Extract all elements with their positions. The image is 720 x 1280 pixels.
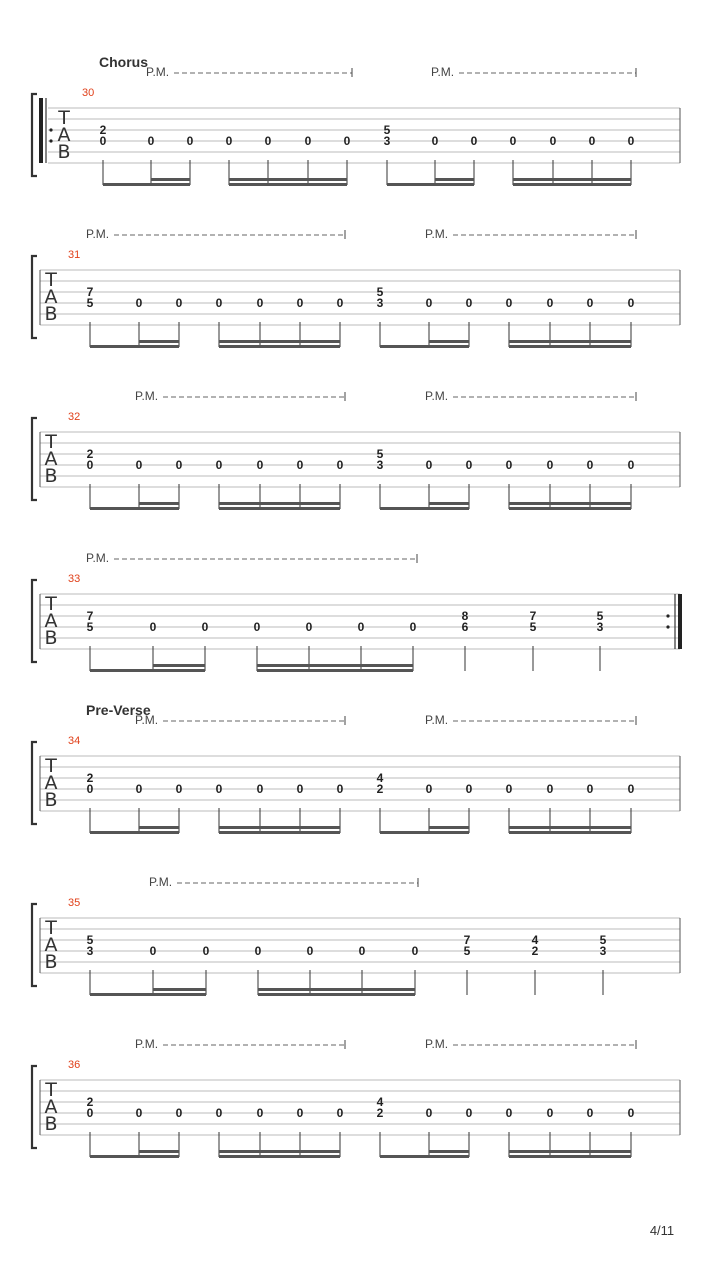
repeat-dot	[49, 139, 52, 142]
page-number: 4/11	[649, 1223, 675, 1238]
beam	[257, 669, 413, 672]
beam-secondary	[219, 1150, 340, 1153]
fret-number: 0	[505, 458, 513, 472]
fret-number: 0	[336, 782, 344, 796]
fret-number: 3	[596, 620, 604, 634]
fret-number: 0	[215, 782, 223, 796]
beam	[90, 831, 179, 834]
beam-secondary	[219, 502, 340, 505]
fret-number: 0	[296, 782, 304, 796]
fret-number: 0	[627, 296, 635, 310]
tab-clef-letter: A	[44, 610, 58, 632]
fret-number: 0	[99, 134, 107, 148]
beam-secondary	[139, 826, 179, 829]
fret-number: 0	[546, 1106, 554, 1120]
beam	[219, 507, 340, 510]
palm-mute-label: P.M.	[425, 227, 449, 241]
beam	[513, 183, 631, 186]
tab-clef-letter: B	[57, 141, 71, 163]
tab-system-30	[32, 54, 680, 186]
fret-number: 0	[306, 944, 314, 958]
tab-clef-letter: T	[45, 269, 57, 291]
repeat-dot	[49, 128, 52, 131]
fret-number: 0	[202, 944, 210, 958]
fret-number: 2	[86, 447, 94, 461]
palm-mute-label: P.M.	[86, 551, 110, 565]
fret-number: 0	[175, 458, 183, 472]
beam	[229, 183, 347, 186]
fret-number: 0	[336, 296, 344, 310]
system-bracket	[32, 256, 37, 338]
beam	[387, 183, 474, 186]
system-bracket	[32, 418, 37, 500]
fret-number: 0	[465, 296, 473, 310]
fret-number: 2	[99, 123, 107, 137]
fret-number: 0	[425, 458, 433, 472]
fret-number: 0	[409, 620, 417, 634]
beam-secondary	[229, 178, 347, 181]
fret-number: 0	[149, 944, 157, 958]
fret-number: 0	[358, 944, 366, 958]
beam	[509, 1155, 631, 1158]
fret-number: 7	[463, 933, 471, 947]
tab-clef-letter: T	[45, 431, 57, 453]
tab-clef-letter: A	[44, 1096, 58, 1118]
beam-secondary	[257, 664, 413, 667]
beam-secondary	[139, 340, 179, 343]
beam	[509, 831, 631, 834]
fret-number: 0	[627, 134, 635, 148]
fret-number: 0	[86, 782, 94, 796]
system-bracket	[32, 1066, 37, 1148]
fret-number: 0	[546, 458, 554, 472]
beam-secondary	[219, 340, 340, 343]
beam-secondary	[219, 826, 340, 829]
beam-secondary	[153, 988, 206, 991]
fret-number: 3	[599, 944, 607, 958]
beam	[219, 345, 340, 348]
fret-number: 0	[425, 782, 433, 796]
fret-number: 4	[376, 1095, 384, 1109]
beam	[509, 507, 631, 510]
fret-number: 0	[253, 620, 261, 634]
fret-number: 0	[86, 1106, 94, 1120]
fret-number: 0	[505, 296, 513, 310]
beam-secondary	[429, 340, 469, 343]
beam	[380, 345, 469, 348]
beam	[90, 345, 179, 348]
tab-clef-letter: T	[58, 107, 70, 129]
fret-number: 0	[336, 1106, 344, 1120]
beam-secondary	[435, 178, 474, 181]
beam-secondary	[509, 502, 631, 505]
tab-system-36	[32, 1037, 680, 1158]
fret-number: 0	[425, 1106, 433, 1120]
fret-number: 0	[465, 1106, 473, 1120]
measure-number: 31	[68, 249, 81, 261]
fret-number: 0	[256, 296, 264, 310]
measure-number: 30	[82, 87, 95, 99]
measure-number: 36	[68, 1059, 81, 1071]
repeat-start-thick-bar	[39, 98, 43, 163]
beam	[90, 993, 206, 996]
fret-number: 0	[431, 134, 439, 148]
fret-number: 5	[376, 447, 384, 461]
fret-number: 0	[135, 458, 143, 472]
beam-secondary	[139, 1150, 179, 1153]
fret-number: 0	[586, 1106, 594, 1120]
palm-mute-label: P.M.	[86, 227, 110, 241]
tab-clef-letter: A	[44, 772, 58, 794]
palm-mute-label: P.M.	[425, 713, 449, 727]
beam-secondary	[429, 502, 469, 505]
beam-secondary	[509, 826, 631, 829]
fret-number: 0	[215, 296, 223, 310]
fret-number: 0	[225, 134, 233, 148]
section-label: Chorus	[99, 54, 148, 70]
beam	[90, 507, 179, 510]
beam-secondary	[153, 664, 205, 667]
tab-clef-letter: A	[44, 934, 58, 956]
system-bracket	[32, 580, 37, 662]
fret-number: 2	[86, 771, 94, 785]
fret-number: 2	[376, 782, 384, 796]
beam	[380, 1155, 469, 1158]
fret-number: 0	[411, 944, 419, 958]
tab-clef-letter: B	[44, 303, 58, 325]
tab-clef-letter: B	[44, 789, 58, 811]
fret-number: 0	[254, 944, 262, 958]
tab-clef-letter: A	[57, 124, 71, 146]
beam	[380, 831, 469, 834]
fret-number: 0	[470, 134, 478, 148]
fret-number: 3	[376, 458, 384, 472]
beam-secondary	[429, 1150, 469, 1153]
repeat-dot	[666, 625, 669, 628]
measure-number: 32	[68, 411, 81, 423]
fret-number: 0	[586, 782, 594, 796]
fret-number: 0	[505, 782, 513, 796]
repeat-end-thick-bar	[678, 594, 682, 649]
palm-mute-label: P.M.	[425, 1037, 449, 1051]
fret-number: 5	[596, 609, 604, 623]
fret-number: 0	[135, 782, 143, 796]
fret-number: 0	[175, 296, 183, 310]
repeat-dot	[666, 614, 669, 617]
tab-clef-letter: T	[45, 1079, 57, 1101]
fret-number: 0	[505, 1106, 513, 1120]
fret-number: 0	[147, 134, 155, 148]
fret-number: 0	[546, 296, 554, 310]
fret-number: 0	[256, 782, 264, 796]
fret-number: 0	[186, 134, 194, 148]
palm-mute-label: P.M.	[431, 65, 455, 79]
tab-clef-letter: B	[44, 627, 58, 649]
palm-mute-label: P.M.	[135, 713, 159, 727]
fret-number: 0	[357, 620, 365, 634]
tab-system-32	[32, 389, 680, 510]
fret-number: 0	[465, 458, 473, 472]
fret-number: 0	[509, 134, 517, 148]
fret-number: 4	[376, 771, 384, 785]
fret-number: 2	[376, 1106, 384, 1120]
fret-number: 0	[304, 134, 312, 148]
fret-number: 0	[546, 782, 554, 796]
fret-number: 0	[586, 458, 594, 472]
fret-number: 0	[627, 1106, 635, 1120]
tab-system-33	[32, 551, 682, 672]
beam	[509, 345, 631, 348]
fret-number: 0	[256, 1106, 264, 1120]
beam	[103, 183, 190, 186]
fret-number: 0	[343, 134, 351, 148]
fret-number: 6	[461, 620, 469, 634]
fret-number: 0	[215, 458, 223, 472]
tab-clef-letter: T	[45, 917, 57, 939]
fret-number: 2	[86, 1095, 94, 1109]
fret-number: 0	[627, 782, 635, 796]
tab-clef-letter: B	[44, 951, 58, 973]
tab-system-35	[32, 875, 680, 996]
tab-clef-letter: T	[45, 755, 57, 777]
fret-number: 7	[86, 285, 94, 299]
palm-mute-label: P.M.	[146, 65, 170, 79]
fret-number: 0	[425, 296, 433, 310]
tab-clef-letter: B	[44, 1113, 58, 1135]
measure-number: 34	[68, 735, 81, 747]
beam-secondary	[151, 178, 190, 181]
fret-number: 5	[376, 285, 384, 299]
tab-systems	[32, 54, 682, 1158]
fret-number: 0	[86, 458, 94, 472]
fret-number: 0	[549, 134, 557, 148]
fret-number: 5	[529, 620, 537, 634]
beam	[219, 831, 340, 834]
measure-number: 33	[68, 573, 81, 585]
fret-number: 0	[296, 296, 304, 310]
fret-number: 0	[586, 296, 594, 310]
beam-secondary	[509, 340, 631, 343]
fret-number: 8	[461, 609, 469, 623]
system-bracket	[32, 94, 37, 176]
fret-number: 0	[296, 1106, 304, 1120]
fret-number: 5	[383, 123, 391, 137]
fret-number: 5	[86, 620, 94, 634]
beam	[258, 993, 415, 996]
system-bracket	[32, 742, 37, 824]
section-label: Pre-Verse	[86, 702, 151, 718]
beam-secondary	[139, 502, 179, 505]
fret-number: 0	[256, 458, 264, 472]
beam-secondary	[429, 826, 469, 829]
fret-number: 0	[305, 620, 313, 634]
fret-number: 0	[201, 620, 209, 634]
beam	[90, 669, 205, 672]
beam-secondary	[509, 1150, 631, 1153]
fret-number: 0	[135, 1106, 143, 1120]
tab-system-31	[32, 227, 680, 348]
fret-number: 0	[175, 1106, 183, 1120]
system-bracket	[32, 904, 37, 986]
tab-clef-letter: A	[44, 286, 58, 308]
fret-number: 0	[135, 296, 143, 310]
fret-number: 0	[588, 134, 596, 148]
fret-number: 5	[463, 944, 471, 958]
fret-number: 0	[296, 458, 304, 472]
fret-number: 5	[599, 933, 607, 947]
fret-number: 4	[531, 933, 539, 947]
tab-clef-letter: B	[44, 465, 58, 487]
tab-system-34	[32, 702, 680, 834]
palm-mute-label: P.M.	[149, 875, 173, 889]
measure-number: 35	[68, 897, 81, 909]
fret-number: 5	[86, 933, 94, 947]
fret-number: 0	[175, 782, 183, 796]
palm-mute-label: P.M.	[135, 389, 159, 403]
fret-number: 0	[465, 782, 473, 796]
fret-number: 7	[86, 609, 94, 623]
beam-secondary	[258, 988, 415, 991]
beam	[380, 507, 469, 510]
fret-number: 0	[336, 458, 344, 472]
fret-number: 0	[149, 620, 157, 634]
beam	[90, 1155, 179, 1158]
fret-number: 3	[383, 134, 391, 148]
palm-mute-label: P.M.	[425, 389, 449, 403]
fret-number: 3	[376, 296, 384, 310]
fret-number: 2	[531, 944, 539, 958]
fret-number: 7	[529, 609, 537, 623]
tab-clef-letter: T	[45, 593, 57, 615]
beam-secondary	[513, 178, 631, 181]
fret-number: 0	[264, 134, 272, 148]
fret-number: 0	[215, 1106, 223, 1120]
fret-number: 5	[86, 296, 94, 310]
fret-number: 0	[627, 458, 635, 472]
beam	[219, 1155, 340, 1158]
fret-number: 3	[86, 944, 94, 958]
palm-mute-label: P.M.	[135, 1037, 159, 1051]
tab-clef-letter: A	[44, 448, 58, 470]
